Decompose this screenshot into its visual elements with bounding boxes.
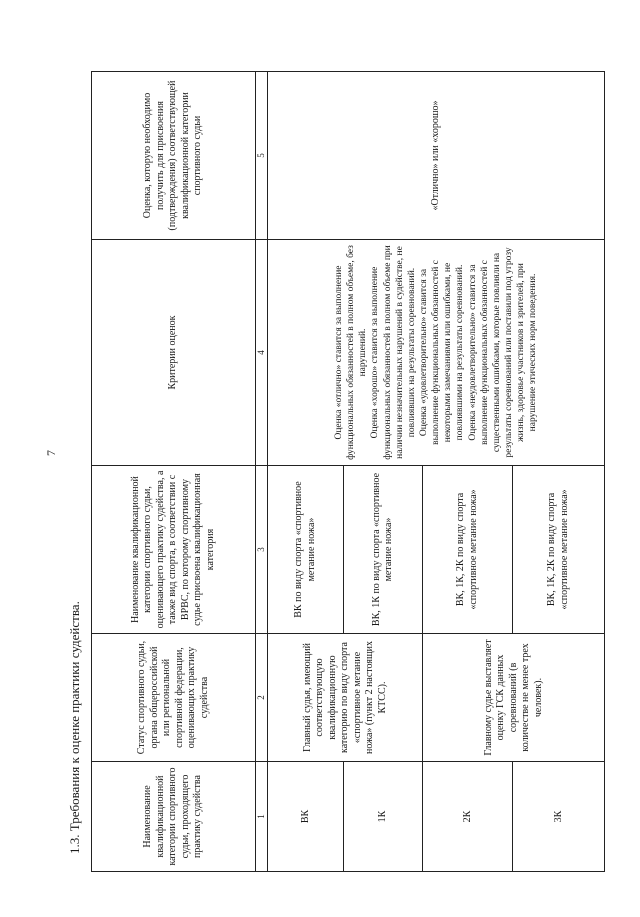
column-number: 4 [256,240,268,466]
assessor-category-cell: ВК, 1К, 2К по виду спорта «спортивное метание ножа» [423,466,513,634]
category-cell: ВК [268,762,344,872]
column-number: 1 [256,762,268,872]
table-row [268,72,344,872]
criteria-excellent: Оценка «отлично» ставится за выполнение функциональных обязанностей в полном объеме, без нарушений. [333,245,369,460]
criteria-good: Оценка «хорошо» ставится за выполнение функциональных обязанностей в полном объеме при наличии незначительных нарушений в судействе, не повлиявших на результаты соревнований. [370,245,417,460]
required-grade-cell: «Отлично» или «хорошо» [268,72,605,240]
header-assessor-category: Наименование квалификационной категории спортивного судьи, оценивающего практику судейства, а также вид спорта, в соответствии с ВРВС, по которому спортивному судье присвоена квалификационная категория [92,466,256,634]
requirements-table [91,71,605,872]
criteria-unsatisfactory: Оценка «неудовлетворительно» ставится за выполнение функциональных обязанностей с существенными ошибками, которые повлияли на результаты соревнований или поставили под угрозу жизнь, здоровье участников и зрителей, при нарушение этических норм поведения. [467,247,539,458]
header-required-grade: Оценка, которую необходимо получить для присвоения (подтверждения) соответствующей квалификационной категории спортивного судьи [92,72,256,240]
rotated-page [67,72,587,872]
header-assessor-status: Статус спортивного судьи, органа общероссийской или региональной спортивной федерации, оценивающих практику судейства [92,634,256,762]
category-cell: 2К [423,762,513,872]
column-number: 3 [256,466,268,634]
header-criteria: Критерии оценок [92,240,256,466]
category-cell: 3К [513,762,605,872]
column-number-row [256,72,268,872]
column-number: 2 [256,634,268,762]
table-header-row [92,72,256,872]
header-category: Наименование квалификационной категории спортивного судьи, проходящего практику судейства [92,762,256,872]
page-number: 7 [44,450,58,456]
assessor-category-cell: ВК, 1К по виду спорта «спортивное метание ножа» [344,466,423,634]
assessor-status-cell: Главный судья, имеющий соответствующую квалификационную категорию по виду спорта «спортивное метание ножа» (пункт 2 настоящих КТСС). [268,634,423,762]
assessor-category-cell: ВК по виду спорта «спортивное метание ножа» [268,466,344,634]
category-cell: 1К [344,762,423,872]
assessor-status-cell: Главному судье выставляет оценку ГСК данных соревнований (в количестве не менее трех человек). [423,634,605,762]
assessor-category-cell: ВК, 1К, 2К по виду спорта «спортивное метание ножа» [513,466,605,634]
section-heading: 1.3. Требования к оценке практики судейства. [67,601,82,854]
column-number: 5 [256,72,268,240]
criteria-satisfactory: Оценка «удовлетворительно» ставится за выполнение функциональных обязанностей с некоторыми замечаниями или ошибками, не повлиявшими на результаты соревнований. [419,260,466,445]
criteria-cell [268,240,605,466]
